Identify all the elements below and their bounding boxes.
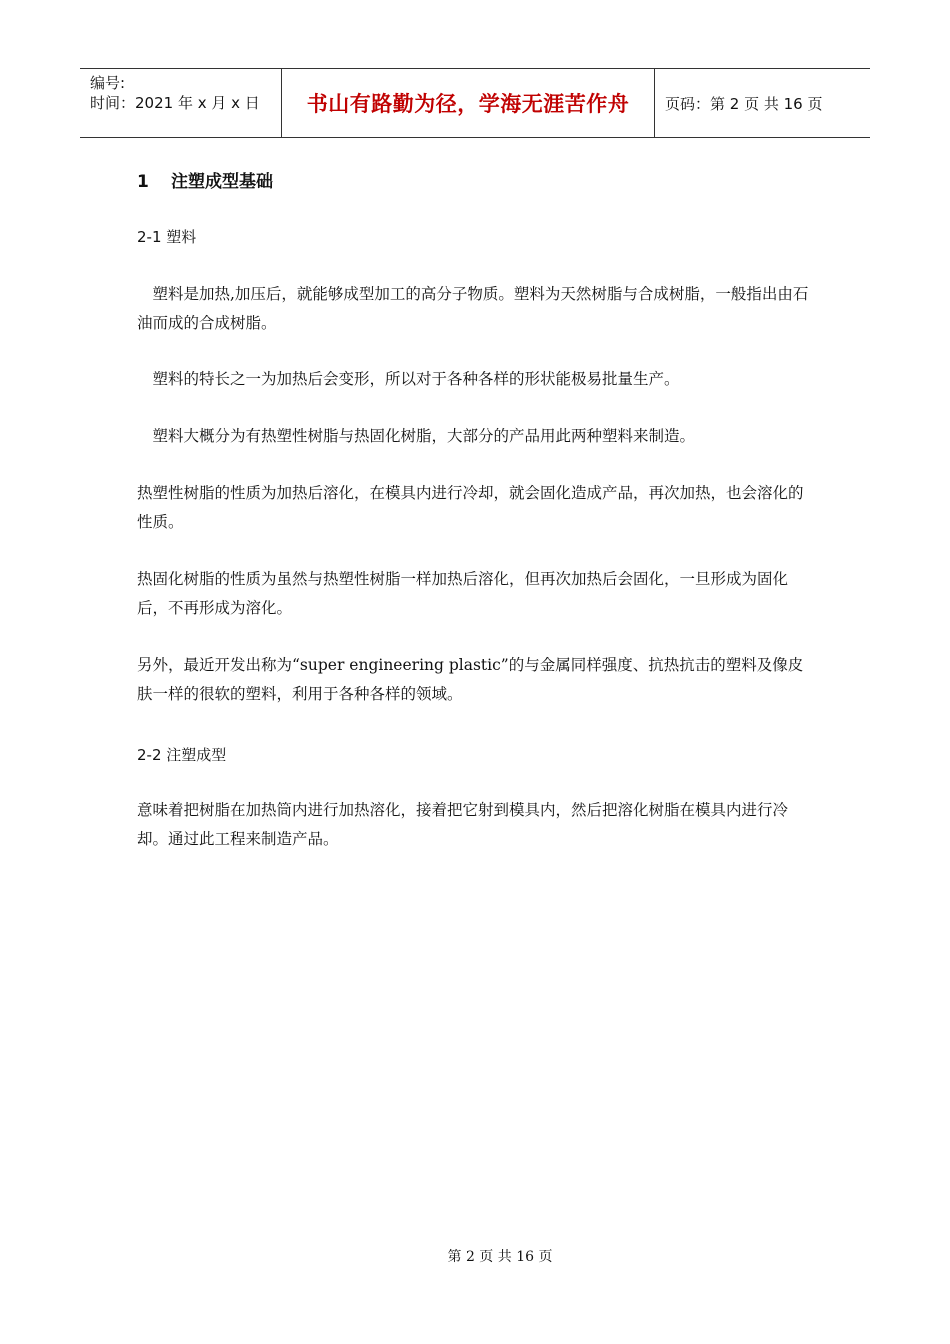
chapter-title: 注塑成型基础 [171, 172, 273, 192]
date-text: 时间：2021 年 x 月 x 日 [90, 94, 260, 112]
section-heading: 2-1 塑料 [137, 228, 197, 246]
header-motto-cell [282, 69, 655, 137]
header-page-info [655, 69, 870, 137]
page-header [80, 68, 870, 138]
paragraph: 塑料大概分为有热塑性树脂与热固化树脂，大部分的产品用此两种塑料来制造。 [137, 427, 696, 445]
code-label: 编号: [90, 74, 126, 92]
page-footer [0, 1246, 950, 1266]
footer-page-number: 第 2 页 共 16 页 [447, 1249, 553, 1265]
page-info-text: 页码：第 2 页 共 16 页 [665, 94, 823, 113]
paragraph: 塑料是加热,加压后，就能够成型加工的高分子物质。塑料为天然树脂与合成树脂，一般指出由石油而成的合成树脂。 [137, 285, 809, 332]
chapter-heading [137, 168, 817, 196]
section-heading: 2-2 注塑成型 [137, 746, 227, 764]
motto-text: 书山有路勤为径，学海无涯苦作舟 [306, 91, 630, 116]
header-meta [80, 69, 282, 137]
paragraph: 热塑性树脂的性质为加热后溶化，在模具内进行冷却，就会固化造成产品，再次加热，也会溶化的性质。 [137, 484, 804, 531]
paragraph: 热固化树脂的性质为虽然与热塑性树脂一样加热后溶化，但再次加热后会固化，一旦形成为固化后，不再形成为溶化。 [137, 570, 789, 617]
paragraph: 塑料的特长之一为加热后会变形，所以对于各种各样的形状能极易批量生产。 [137, 370, 680, 388]
paragraph: 意味着把树脂在加热筒内进行加热溶化，接着把它射到模具内，然后把溶化树脂在模具内进行冷却。通过此工程来制造产品。 [137, 801, 789, 848]
paragraph: 另外，最近开发出称为“super engineering plastic”的与金属同样强度、抗热抗击的塑料及像皮肤一样的很软的塑料，利用于各种各样的领域。 [137, 656, 804, 703]
document-body [137, 168, 817, 854]
chapter-number: 1 [137, 172, 149, 192]
